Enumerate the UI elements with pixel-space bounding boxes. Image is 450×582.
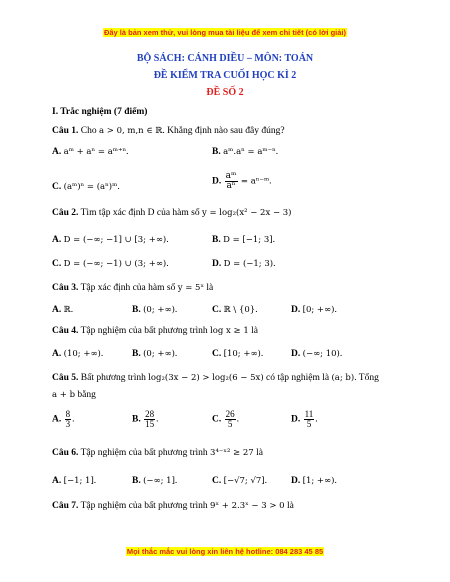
question-5-continued: a + b bằng: [52, 390, 96, 400]
q5-option-c: C. $\frac{26}{5}$ .: [212, 409, 239, 429]
question-3: Câu 3. Tập xác định của hàm số y = 5ˣ là: [52, 283, 214, 293]
q4-option-c: C. [10; +∞).: [212, 349, 264, 359]
question-6: Câu 6. Tập nghiệm của bất phương trình 3⁴⁻ˣ² ≥ 27 là: [52, 448, 263, 458]
q6-option-a: A. [−1; 1].: [52, 476, 97, 486]
exam-title: ĐỀ KIỂM TRA CUỐI HỌC KÌ 2: [153, 70, 297, 81]
preview-banner: Đây là bản xem thử, vui lòng mua tài liệu để xem chi tiết (có lời giải): [103, 28, 347, 37]
contact-banner: Mọi thắc mắc vui lòng xin liên hệ hotline: 084 283 45 85: [126, 547, 324, 556]
q3-option-c: C. ℝ \ {0}.: [212, 305, 258, 315]
exam-number: ĐỀ SỐ 2: [206, 87, 244, 98]
q6-option-d: D. [1; +∞).: [291, 476, 337, 486]
question-2: Câu 2. Tìm tập xác định D của hàm số y = log₂(x² − 2x − 3): [52, 208, 292, 218]
question-1: Câu 1. Cho a > 0, m,n ∈ ℝ. Khẳng định nào sau đây đúng?: [52, 126, 285, 136]
section-heading: I. Trắc nghiệm (7 điểm): [52, 107, 148, 117]
q2-option-c: C. D = (−∞; −1) ∪ (3; +∞).: [52, 259, 169, 269]
q2-option-a: A. D = (−∞; −1] ∪ [3; +∞).: [52, 235, 169, 245]
q4-option-a: A. (10; +∞).: [52, 349, 104, 359]
q2-option-b: B. D = [−1; 3].: [212, 235, 275, 245]
q1-option-b: B. aᵐ.aⁿ = aᵐ⁻ⁿ.: [212, 147, 279, 157]
q5-option-d: D. $\frac{11}{5}$ .: [291, 409, 318, 429]
q5-option-b: B. $\frac{28}{15}$ .: [132, 409, 159, 429]
book-title: BỘ SÁCH: CÁNH DIỀU – MÔN: TOÁN: [136, 53, 314, 64]
q6-option-c: C. [−√7; √7].: [212, 476, 267, 486]
q3-option-a: A. ℝ.: [52, 305, 74, 315]
question-4: Câu 4. Tập nghiệm của bất phương trình log x ≥ 1 là: [52, 326, 258, 336]
q1-option-d: D. $\frac{\text{aᵐ}}{\text{aⁿ}}$ = aⁿ⁻ᵐ.: [212, 171, 272, 191]
q2-option-d: D. D = (−1; 3).: [212, 259, 276, 269]
q4-option-b: B. (0; +∞).: [132, 349, 178, 359]
q3-option-b: B. (0; +∞).: [132, 305, 178, 315]
q1-option-c: C. (aᵐ)ⁿ = (aⁿ)ᵐ.: [52, 182, 120, 192]
question-5: Câu 5. Bất phương trình log₂(3x − 2) > log₂(6 − 5x) có tập nghiệm là (a; b). Tổng: [52, 373, 379, 383]
q3-option-d: D. [0; +∞).: [291, 305, 337, 315]
q5-option-a: A. $\frac{8}{3}$ .: [52, 409, 75, 429]
q1-option-a: A. aᵐ + aⁿ = aᵐ⁺ⁿ.: [52, 147, 129, 157]
q6-option-b: B. (−∞; 1].: [132, 476, 178, 486]
q4-option-d: D. (−∞; 10).: [291, 349, 343, 359]
question-7: Câu 7. Tập nghiệm của bất phương trình 9ˣ + 2.3ˣ − 3 > 0 là: [52, 501, 294, 511]
